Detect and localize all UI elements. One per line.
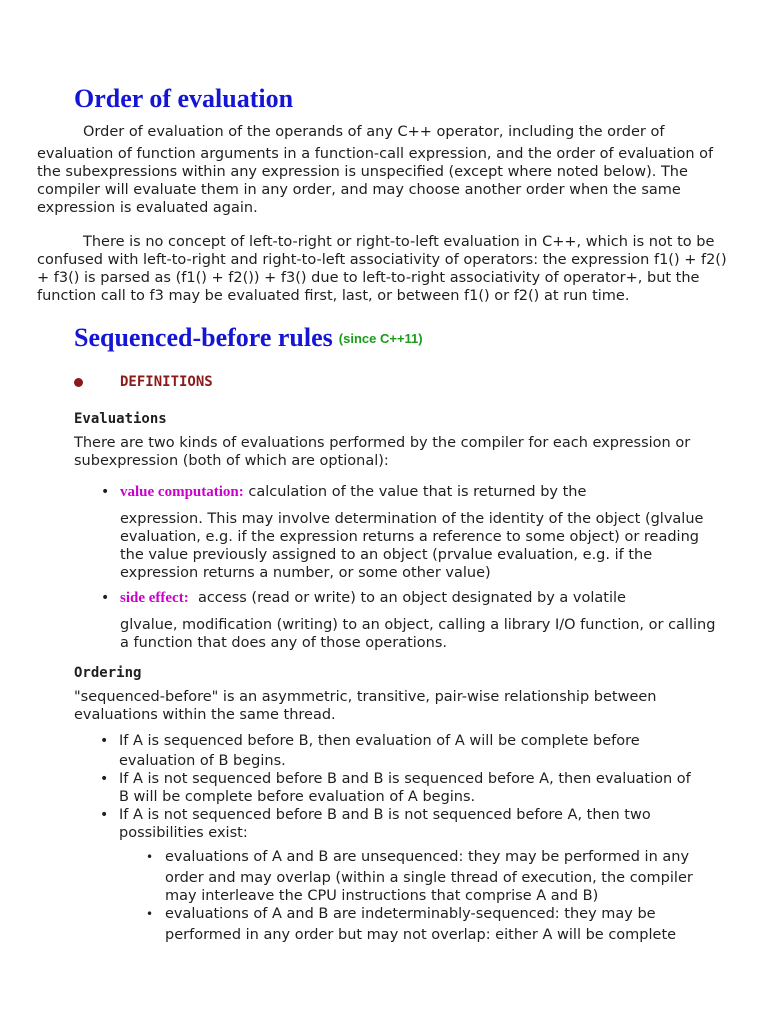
ordering-intro: "sequenced-before" is an asymmetric, transitive, pair-wise relationship between evaluations within the same thread. (74, 689, 657, 723)
evaluations-heading: Evaluations (74, 411, 167, 427)
possibility-text: evaluations of A and B are indeterminably-sequenced: they may be (165, 906, 656, 922)
evaluations-intro: There are two kinds of evaluations performed by the compiler for each expression or subexpression (both of which are optional): (74, 435, 691, 469)
possibility-continuation: order and may overlap (within a single thread of execution, the compiler may interleave the CPU instructions that comprise A and B) (165, 870, 693, 904)
definition-continuation: glvalue, modification (writing) to an object, calling a library I/O function, or calling a function that does any of those operations. (120, 617, 716, 651)
section-title-text: Order of evaluation (74, 84, 294, 113)
bullet-icon: • (100, 807, 109, 823)
definitions-heading (74, 374, 213, 390)
section-title-text: Sequenced-before rules (74, 323, 333, 352)
list-item-unsequenced (146, 848, 705, 905)
since-badge: (since C++11) (338, 331, 423, 346)
list-item-rule-1 (100, 732, 699, 770)
list-item-rule-3 (100, 806, 699, 842)
paragraph-associativity-text: There is no concept of left-to-right or right-to-left evaluation in C++, which is not to be confused with left-to-right and right-to-left associativity of operators: the expression f1() + f2() + f3() is parsed as (f1() + f2()) + f3() due to left-to-right associativity of operator+, but the function call to f3 may be evaluated first, last, or between f1() or f2() at run time. (37, 234, 727, 304)
bullet-icon: • (101, 590, 110, 606)
term-value-computation: value computation: (120, 484, 244, 500)
bullet-icon: • (100, 771, 109, 787)
ordering-heading: Ordering (74, 665, 142, 681)
possibilities-list (146, 848, 705, 944)
definitions-label: DEFINITIONS (120, 374, 213, 390)
definition-first-line: access (read or write) to an object designated by a volatile (197, 590, 626, 606)
paragraph-associativity (37, 233, 737, 305)
definition-continuation: expression. This may involve determination of the identity of the object (glvalue evaluation, e.g. if the expression returns a reference to some object) or reading the value previously assigned to an object (prvalue evaluation, e.g. if the expression returns a number, or some other value) (120, 511, 704, 581)
section-title-order-of-evaluation (74, 86, 293, 112)
ordering-rules-list (100, 732, 699, 842)
paragraph-first-line: Order of evaluation of the operands of any C++ operator, including the order of (83, 124, 665, 140)
term-side-effect: side effect: (120, 590, 189, 606)
paragraph-order-intro (37, 123, 737, 217)
paragraph-continuation: evaluation of function arguments in a function-call expression, and the order of evaluation of the subexpressions within any expression is unspecified (except where noted below). The compiler will evaluate them in any order, and may choose another order when the same expression is evaluated again. (37, 146, 714, 216)
rule-text: If A is not sequenced before B and B is sequenced before A, then evaluation of B will be complete before evaluation of A begins. (119, 771, 691, 805)
rule-text: If A is not sequenced before B and B is not sequenced before A, then two possibilities exist: (119, 807, 651, 841)
list-item-rule-2 (100, 770, 699, 806)
bullet-icon: • (100, 733, 109, 749)
definition-first-line: calculation of the value that is returned by the (248, 484, 587, 500)
possibility-text: evaluations of A and B are unsequenced: they may be performed in any (165, 849, 690, 865)
evaluation-kinds-list (101, 483, 720, 652)
bullet-icon: • (146, 850, 154, 864)
bullet-dot-icon (74, 378, 83, 387)
section-title-sequenced-before (74, 325, 423, 351)
list-item-indeterminably-sequenced (146, 905, 705, 944)
bullet-icon: • (146, 907, 154, 921)
list-item-side-effect (101, 589, 720, 652)
rule-continuation: evaluation of B begins. (119, 753, 286, 769)
list-item-value-computation (101, 483, 720, 582)
bullet-icon: • (101, 484, 110, 500)
rule-text: If A is sequenced before B, then evaluation of A will be complete before (119, 733, 640, 749)
possibility-continuation: performed in any order but may not overlap: either A will be complete (165, 927, 677, 943)
